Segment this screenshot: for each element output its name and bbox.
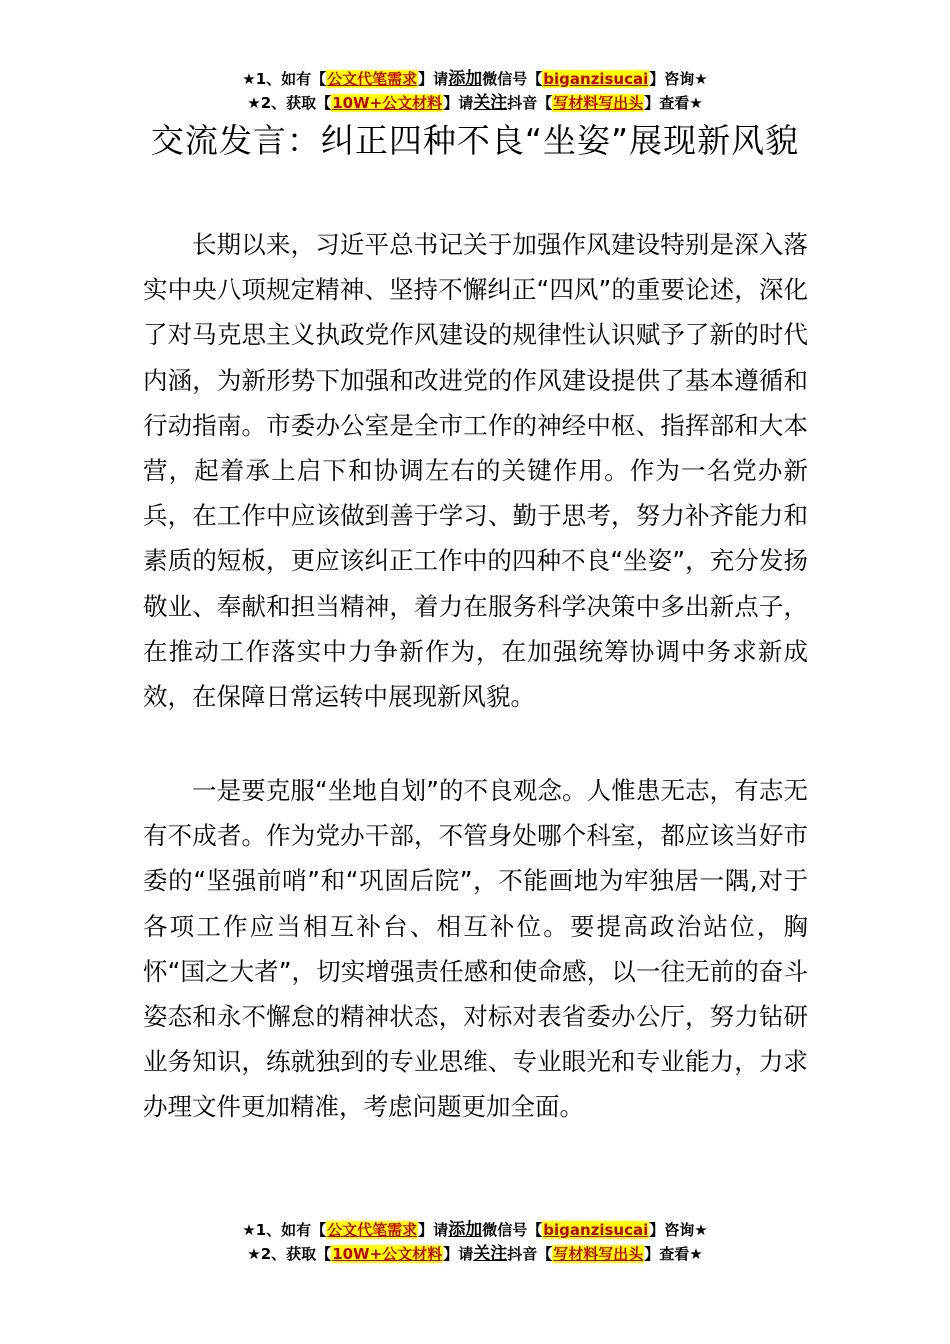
- promo-highlight-douyin: 写材料写出头: [553, 1245, 644, 1263]
- promo-text: 】请: [418, 1221, 449, 1239]
- bottom-promo-banner: [0, 1218, 950, 1266]
- promo-text: 】查看★: [644, 94, 703, 112]
- promo-line-2: [0, 1242, 950, 1266]
- promo-highlight-service: 公文代笔需求: [327, 1221, 418, 1239]
- promo-emphasis: 添加: [448, 1220, 483, 1240]
- promo-text: 】查看★: [644, 1245, 703, 1263]
- promo-text: 】咨询★: [649, 1221, 708, 1239]
- promo-text: 】请: [418, 70, 449, 88]
- body-paragraph-1: [143, 222, 808, 719]
- promo-text: 微信号【: [482, 70, 543, 88]
- promo-text: ★2、获取【: [247, 1245, 332, 1263]
- promo-text: 微信号【: [482, 1221, 543, 1239]
- promo-text: 抖音【: [507, 1245, 553, 1263]
- paragraph-text: 长期以来，习近平总书记关于加强作风建设特别是深入落实中央八项规定精神、坚持不懈纠正“四风”的重要论述，深化了对马克思主义执政党作风建设的规律性认识赋予了新的时代内涵，为新形势下加强和改进党的作风建设提供了基本遵循和行动指南。市委办公室是全市工作的神经中枢、指挥部和大本营，起着承上启下和协调左右的关键作用。作为一名党办新兵，在工作中应该做到善于学习、勤于思考，努力补齐能力和素质的短板，更应该纠正工作中的四种不良“坐姿”，充分发扬敬业、奉献和担当精神，着力在服务科学决策中多出新点子，在推动工作落实中力争新作为，在加强统筹协调中务求新成效，在保障日常运转中展现新风貌。: [143, 230, 808, 712]
- promo-text: 抖音【: [507, 94, 553, 112]
- promo-highlight-materials: 10W+公文材料: [332, 94, 443, 112]
- promo-line-1: [0, 1218, 950, 1242]
- promo-text: 】请: [443, 94, 474, 112]
- body-paragraph-2: [143, 768, 808, 1130]
- top-promo-banner: [0, 67, 950, 115]
- promo-highlight-wechat: biganzisucai: [543, 1221, 649, 1239]
- promo-emphasis: 添加: [448, 69, 483, 89]
- promo-highlight-service: 公文代笔需求: [327, 70, 418, 88]
- promo-line-1: [0, 67, 950, 91]
- document-title: 交流发言：纠正四种不良“坐姿”展现新风貌: [150, 121, 800, 160]
- promo-emphasis: 关注: [473, 93, 508, 113]
- promo-text: 】咨询★: [649, 70, 708, 88]
- promo-text: ★1、如有【: [242, 1221, 327, 1239]
- promo-highlight-materials: 10W+公文材料: [332, 1245, 443, 1263]
- promo-text: ★1、如有【: [242, 70, 327, 88]
- paragraph-text: 一是要克服“坐地自划”的不良观念。人惟患无志，有志无有不成者。作为党办干部，不管身处哪个科室，都应该当好市委的“坚强前哨”和“巩固后院”，不能画地为牢独居一隅,对于各项工作应当相互补台、相互补位。要提高政治站位，胸怀“国之大者”，切实增强责任感和使命感，以一往无前的奋斗姿态和永不懈怠的精神状态，对标对表省委办公厅，努力钻研业务知识，练就独到的专业思维、专业眼光和专业能力，力求办理文件更加精准，考虑问题更加全面。: [143, 776, 808, 1122]
- promo-highlight-douyin: 写材料写出头: [553, 94, 644, 112]
- promo-emphasis: 关注: [473, 1244, 508, 1264]
- promo-highlight-wechat: biganzisucai: [543, 70, 649, 88]
- promo-line-2: [0, 91, 950, 115]
- promo-text: 】请: [443, 1245, 474, 1263]
- promo-text: ★2、获取【: [247, 94, 332, 112]
